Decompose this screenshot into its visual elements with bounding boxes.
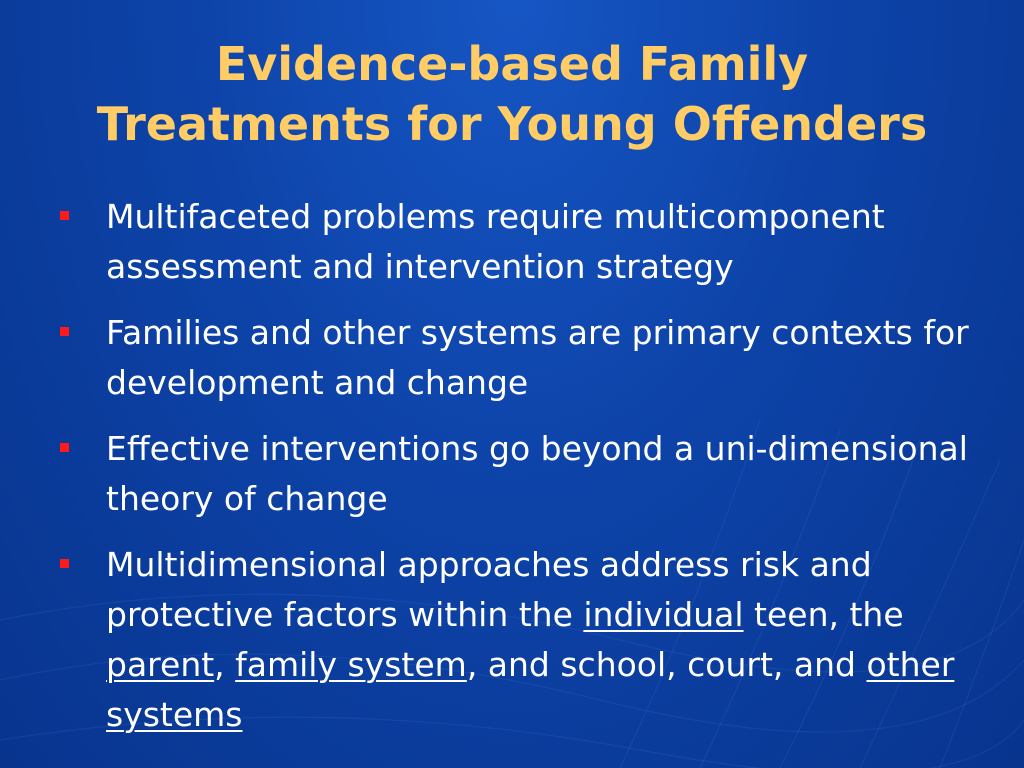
bullet-item <box>56 308 1006 408</box>
bullet-marker-icon <box>60 559 69 568</box>
title-line-1: Evidence-based Family <box>215 37 809 91</box>
title-line-2: Treatments for Young Offenders <box>96 97 928 151</box>
slide-title <box>0 34 1024 154</box>
bullet-marker-icon <box>60 211 69 220</box>
bullet-text: Families and other systems are primary contexts for development and change <box>106 313 969 402</box>
bullet-item <box>56 192 1006 292</box>
other-systems-link[interactable]: other systems <box>106 645 955 734</box>
parent-link[interactable]: parent <box>106 645 215 684</box>
bullet-marker-icon <box>60 327 69 336</box>
bullet-marker-icon <box>60 443 69 452</box>
bullet-text-part: , <box>214 645 236 684</box>
bullet-text: Effective interventions go beyond a uni-dimensional theory of change <box>106 429 968 518</box>
bullet-list <box>56 192 1006 740</box>
individual-link[interactable]: individual <box>583 595 744 634</box>
bullet-text-part: teen, the <box>743 595 904 634</box>
bullet-text-part: Multidimensional approaches address risk and protective factors within the <box>106 545 872 634</box>
bullet-item <box>56 540 1006 740</box>
family-system-link[interactable]: family system <box>235 645 467 684</box>
bullet-item <box>56 424 1006 524</box>
bullet-text: Multifaceted problems require multicomponent assessment and intervention strategy <box>106 197 885 286</box>
bullet-text-part: , and school, court, and <box>466 645 867 684</box>
